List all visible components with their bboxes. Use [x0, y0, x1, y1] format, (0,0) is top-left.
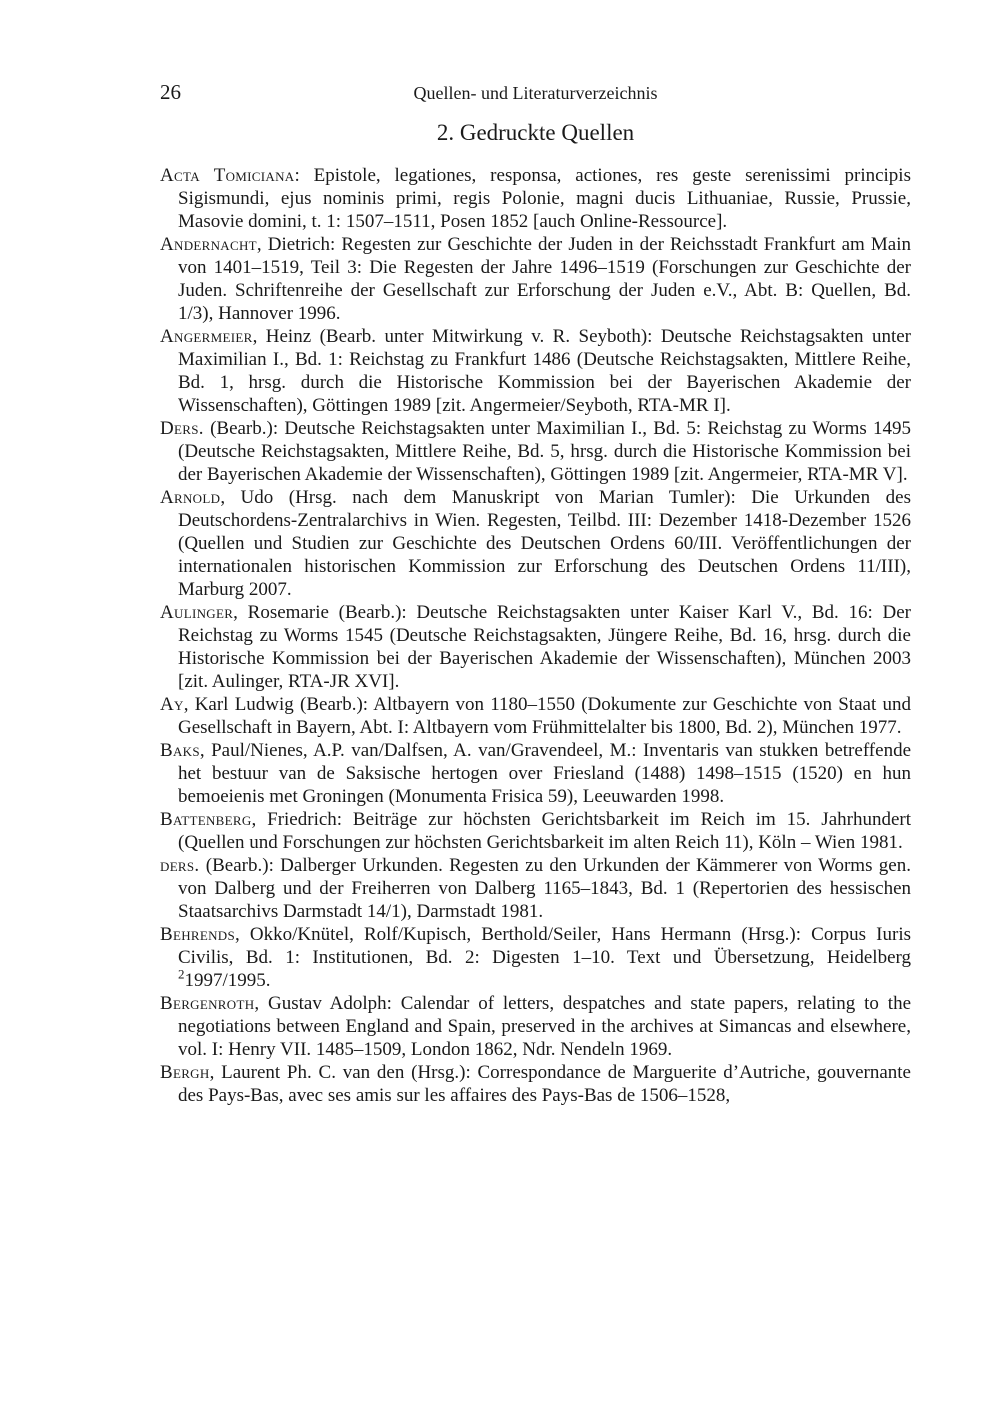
bibliography-entry	[160, 325, 911, 417]
entry-text: (Bearb.): Dalberger Urkunden. Regesten zu den Urkunden der Kämmerer von Worms gen. von Dalberg und der Freiherren von Dalberg 1165–1843, Bd. 1 (Repertorien des hessischen Staatsarchivs Darmstadt 14/1), Darmstadt 1981.	[178, 855, 911, 922]
entry-author: Bergh	[160, 1062, 210, 1083]
entry-text: , Karl Ludwig (Bearb.): Altbayern von 1180–1550 (Dokumente zur Geschichte von Staat und Gesellschaft in Bayern, Abt. I: Altbayern vom Frühmittelalter bis 1800, Bd. 2), München 1977.	[178, 694, 911, 738]
entry-author: Bergenroth	[160, 993, 255, 1014]
entry-author: Ders.	[160, 418, 204, 439]
section-heading: 2. Gedruckte Quellen	[436, 120, 635, 145]
entry-text: , Heinz (Bearb. unter Mitwirkung v. R. Seyboth): Deutsche Reichstagsakten unter Maximilian I., Bd. 1: Reichstag zu Frankfurt 1486 (Deutsche Reichstagsakten, Mittlere Reihe, Bd. 1, hrsg. durch die Historische Kommission bei der Bayerischen Akademie der Wissenschaften), Göttingen 1989 [zit. Angermeier/Seyboth, RTA-MR I].	[178, 326, 911, 416]
running-head	[160, 78, 911, 106]
entry-text: (Bearb.): Deutsche Reichstagsakten unter Maximilian I., Bd. 5: Reichstag zu Worms 1495 (Deutsche Reichstagsakten, Mittlere Reihe, Bd. 5, hrsg. durch die Historische Kommission bei der Bayerischen Akademie der Wissenschaften), Göttingen 1989 [zit. Angermeier, RTA-MR V].	[178, 418, 911, 485]
entry-author: Behrends	[160, 924, 236, 945]
bibliography-list	[160, 164, 911, 1107]
bibliography-entry	[160, 601, 911, 693]
entry-author: Acta Tomiciana	[160, 165, 295, 186]
entry-text: , Laurent Ph. C. van den (Hrsg.): Correspondance de Marguerite d’Autriche, gouvernante des Pays-Bas, avec ses amis sur les affaires des Pays-Bas de 1506–1528,	[178, 1062, 911, 1106]
entry-text: , Gustav Adolph: Calendar of letters, despatches and state papers, relating to the negotiations between England and Spain, preserved in the archives at Simancas and elsewhere, vol. I: Henry VII. 1485–1509, London 1862, Ndr. Nendeln 1969.	[178, 993, 911, 1060]
page-number: 26	[160, 80, 181, 104]
entry-author: Battenberg	[160, 809, 252, 830]
bibliography-entry	[160, 486, 911, 601]
entry-text: , Rosemarie (Bearb.): Deutsche Reichstagsakten unter Kaiser Karl V., Bd. 16: Der Reichstag zu Worms 1545 (Deutsche Reichstagsakten, Jüngere Reihe, Bd. 16, hrsg. durch die Historische Kommission bei der Bayerischen Akademie der Wissenschaften), München 2003 [zit. Aulinger, RTA-JR XVI].	[178, 602, 911, 692]
entry-text-after: 1997/1995.	[184, 970, 271, 991]
bibliography-entry	[160, 417, 911, 486]
edition-superscript: 2	[178, 966, 185, 982]
entry-author: Arnold	[160, 487, 221, 508]
entry-author: Aulinger	[160, 602, 234, 623]
entry-author: Baks	[160, 740, 200, 761]
bibliography-entry	[160, 923, 911, 992]
entry-author: Andernacht	[160, 234, 257, 255]
bibliography-entry	[160, 808, 911, 854]
running-title: Quellen- und Literaturverzeichnis	[413, 83, 658, 103]
entry-text: , Friedrich: Beiträge zur höchsten Gerichtsbarkeit im Reich im 15. Jahrhundert (Quellen und Forschungen zur höchsten Gerichtsbarkeit im alten Reich 11), Köln – Wien 1981.	[178, 809, 911, 853]
document-page	[160, 78, 911, 1107]
entry-text: , Dietrich: Regesten zur Geschichte der Juden in der Reichsstadt Frankfurt am Main von 1401–1519, Teil 3: Die Regesten der Jahre 1496–1519 (Forschungen zur Geschichte der Juden. Schriftenreihe der Gesellschaft zur Erforschung der Juden e.V., Abt. B: Quellen, Bd. 1/3), Hannover 1996.	[178, 234, 911, 324]
entry-text: , Paul/Nienes, A.P. van/Dalfsen, A. van/Gravendeel, M.: Inventaris van stukken betreffende het bestuur van de Saksische hertogen over Friesland (1488) 1498–1515 (1520) en hun bemoeienis met Groningen (Monumenta Frisica 59), Leeuwarden 1998.	[178, 740, 911, 807]
bibliography-entry	[160, 1061, 911, 1107]
bibliography-entry	[160, 739, 911, 808]
entry-author: Angermeier	[160, 326, 253, 347]
bibliography-entry	[160, 693, 911, 739]
bibliography-entry	[160, 854, 911, 923]
entry-author: Ay	[160, 694, 184, 715]
entry-author: ders.	[160, 855, 200, 876]
bibliography-entry	[160, 992, 911, 1061]
entry-text: : Epistole, legationes, responsa, actiones, res geste serenissimi principis Sigismundi, ejus nominis primi, regis Polonie, magni ducis Lithuaniae, Russie, Prussie, Masovie domini, t. 1: 1507–1511, Posen 1852 [auch Online-Ressource].	[178, 165, 911, 232]
entry-text: , Udo (Hrsg. nach dem Manuskript von Marian Tumler): Die Urkunden des Deutschordens-Zentralarchivs in Wien. Regesten, Teilbd. III: Dezember 1418-Dezember 1526 (Quellen und Studien zur Geschichte des Deutschen Ordens 60/III. Veröffentlichungen der internationalen historischen Kommission zur Erforschung des Deutschen Ordens 11/III), Marburg 2007.	[178, 487, 911, 600]
bibliography-entry	[160, 233, 911, 325]
entry-text: , Okko/Knütel, Rolf/Kupisch, Berthold/Seiler, Hans Hermann (Hrsg.): Corpus Iuris Civilis, Bd. 1: Institutionen, Bd. 2: Digesten 1–10. Text und Übersetzung, Heidelberg	[178, 924, 911, 968]
bibliography-entry	[160, 164, 911, 233]
